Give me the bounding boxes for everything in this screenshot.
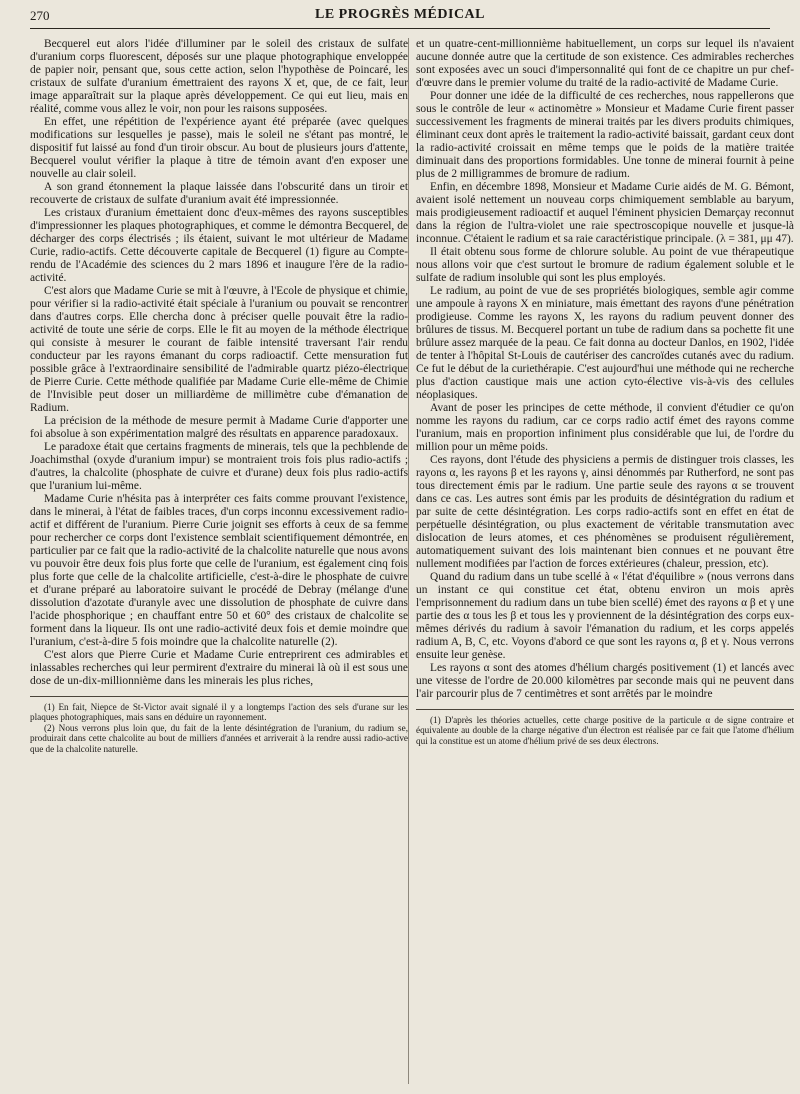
paragraph: C'est alors que Madame Curie se mit à l'œuvre, à l'Ecole de physique et chimie, pour vérifier si la radio-activité était spéciale à l'uranium ou pouvait se rencontrer dans d'autres corps. Elle chercha donc à préciser quelle pouvait être la radio-activité de toute une série de corps. Elle le fit au moyen de la méthode électrique qui consiste à mesurer le courant de faible intensité traversant l'air rendu conducteur par les rayons émanant du corps radioactif. Cette mensuration fut possible grâce à l'extraordinaire sensibilité de l'admirable quartz piézo-électrique de Pierre Curie. Cette méthode qualifiée par Madame Curie elle-même de Chimie de l'Invisible peut doser un milliardème de millimètre cube d'émanation de Radium. [30,285,408,414]
paragraph: Enfin, en décembre 1898, Monsieur et Madame Curie aidés de M. G. Bémont, avaient isolé nettement un nouveau corps chimiquement semblable au baryum, mais prodigieusement radioactif et auquel l'éminent physicien Demarçay reconnut dans la région de l'ultra-violet une raie spectroscopique nouvelle et jusque-là inconnue. C'étaient le radium et sa raie caractéristique principale. (λ = 381, μμ 47). [416,181,794,245]
footnote: (1) D'après les théories actuelles, cette charge positive de la particule α de signe contraire et équivalente au double de la charge négative d'un électron est réalisée par ce fait que l'atome d'hélium qui la constitue est un atome d'hélium privé de ses deux électrons. [416,715,794,746]
paragraph: Le radium, au point de vue de ses propriétés biologiques, semble agir comme une ampoule à rayons X en miniature, mais émettant des rayons d'une pénétration prodigieuse. Comme les rayons X, les rayons du radium peuvent donner des brûlures de tissus. M. Becquerel portant un tube de radium dans sa pochette fit une brûlure assez marquée de la peau. Ce fait donna au docteur Danlos, en 1902, l'idée de tenter à l'hôpital St-Louis de cautériser des cancroïdes cutanés avec du radium. Ce fut le début de la curiethérapie. C'est aujourd'hui une méthode qui ne recherche plus d'action caustique mais une action cyto-élective vis-à-vis des cellules néoplasiques. [416,285,794,401]
paragraph: Quand du radium dans un tube scellé à « l'état d'équilibre » (nous verrons dans un instant ce qui constitue cet état, obtenu environ un mois après l'emprisonnement du radium dans un tube bien scellé) émet des rayons α β et γ une partie des α tous les β et tous les γ proviennent de la désintégration des corps eux-mêmes dérivés du radium à savoir l'émanation du radium, et les corps appelés radium A, B, C, etc. Voyons d'abord ce que sont les rayons α, β et γ. Nous verrons ensuite leur genèse. [416,571,794,661]
paragraph: Il était obtenu sous forme de chlorure soluble. Au point de vue thérapeutique nous allons voir que c'est surtout le bromure de radium également soluble et le sulfate de radium insoluble qui sont les plus employés. [416,246,794,284]
running-title: LE PROGRÈS MÉDICAL [314,7,486,22]
paragraph: et un quatre-cent-millionnième habituellement, un corps sur lequel ils n'avaient aucune donnée autre que la certitude de son existence. Ces admirables recherches sont exposées avec un souci d'impersonnalité qui font de ce chapitre un pur chef-d'œuvre dans le premier volume du traité de la radio-activité de Madame Curie. [416,38,794,89]
paragraph: Pour donner une idée de la difficulté de ces recherches, nous rappellerons que sous le contrôle de leur « actinomètre » Monsieur et Madame Curie firent passer successivement les fragments de minerai traités par les divers produits chimiques, éliminant ceux dont après le traitement la radio-activité baissait, gardant ceux dont la radio-activité croissait en même temps que le poids de la matière traitée diminuait dans des proportions formidables. Une tonne de minerai fournit à peine plus de 2 milligrammes de bromure de radium. [416,90,794,180]
paragraph: En effet, une répétition de l'expérience ayant été préparée (avec quelques modifications sur lesquelles je passe), mais le soleil ne s'étant pas montré, le dispositif fut laissé au fond d'un tiroir obscur. Au bout de plusieurs jours d'attente, Becquerel voulut vérifier la plaque à titre de témoin avant d'en exposer une nouvelle au clair soleil. [30,116,408,180]
footnote: (2) Nous verrons plus loin que, du fait de la lente désintégration de l'uranium, du radium se, produirait dans cette chalcolite au bout de milliers d'années et arriverait à la rendre aussi radio-active que de la chalcolite naturelle. [30,722,408,754]
footnotes-left [30,696,408,754]
paragraph: La précision de la méthode de mesure permit à Madame Curie d'apporter une foi absolue à son expérimentation malgré des résultats en apparence paradoxaux. [30,415,408,440]
paragraph: Madame Curie n'hésita pas à interpréter ces faits comme prouvant l'existence, dans le minerai, à l'état de faibles traces, d'un corps inconnu excessivement radio-actif et différent de l'uranium. Pierre Curie joignit ses efforts à ceux de sa femme pour rechercher ce corps dont l'existence semblait scientifiquement démontrée, en particulier par ce fait que la radio-activité de la chalcolite naturelle que nous avons vu pouvoir être deux fois plus forte que celle de l'uranium, est également cinq fois plus forte que celle de la chalcolite artificielle, c'est-à-dire le phosphate de cuivre et d'urane préparé au laboratoire suivant le procédé de Debray (mélange d'une dissolution d'azotate d'uranyle avec une dissolution de phosphate de cuivre dans l'acide phosphorique ; en chauffant entre 50 et 60° des cristaux de chalcolite se forment dans la liqueur. Ils ont une radio-activité deux fois et demie moindre que l'uranium, c'est-à-dire 5 fois moindre que la chalcolite naturelle (2). [30,493,408,648]
paragraph: C'est alors que Pierre Curie et Madame Curie entreprirent ces admirables et inlassables recherches qui leur permirent d'extraire du minerai là où il est sous une dose de un-dix-millionnième dans les minerais les plus riches, [30,649,408,687]
paragraph: Avant de poser les principes de cette méthode, il convient d'étudier ce qu'on nomme les rayons du radium, car ce corps radio actif émet des rayons comme l'uranium, mais en proportion infiniment plus considérable que lui, de l'ordre du million pour un même poids. [416,402,794,453]
paragraph: Becquerel eut alors l'idée d'illuminer par le soleil des cristaux de sulfate d'uranium corps fluorescent, déposés sur une plaque photographique enveloppée de papier noir, pensant que, sous cette action, selon l'hypothèse de Poincaré, les cristaux de sulfate d'uranium émettraient des rayons X et, que, de ce fait, leur image apparaîtrait sur la plaque après développement. Ce qui eut lieu, mais en réalité, comme vous allez le voir, non pour les raisons supposées. [30,38,408,115]
paragraph: Le paradoxe était que certains fragments de minerais, tels que la pechblende de Joachimsthal (oxyde d'uranium impur) se montraient trois fois plus radio-actifs ; d'autres, la chalcolite (phosphate de cuivre et d'urane) deux fois plus radio-actifs que l'uranium lui-même. [30,441,408,492]
paragraph: A son grand étonnement la plaque laissée dans l'obscurité dans un tiroir et recouverte de cristaux de sulfate d'uranium avait été impressionnée. [30,181,408,206]
footnotes-right [416,709,794,746]
paragraph: Les rayons α sont des atomes d'hélium chargés positivement (1) et lancés avec une vitesse de l'ordre de 20.000 kilomètres par seconde mais qui ne peuvent dans l'air parcourir plus de 7 centimètres et sont arrêtés par le moindre [416,662,794,700]
column-divider [408,38,409,1084]
page-number: 270 [30,8,50,23]
paragraph: Les cristaux d'uranium émettaient donc d'eux-mêmes des rayons susceptibles d'impressionner les plaques photographiques, et comme le démontra Becquerel, de décharger des corps électrisés ; ils étaient, suivant le mot ultérieur de Madame Curie, radio-actifs. Cette découverte capitale de Becquerel (1) figure au Compte-rendu de l'Académie des sciences du 2 mars 1896 et inaugure l'ère de la radio-activité. [30,207,408,284]
page-header [30,6,770,29]
paragraph: Ces rayons, dont l'étude des physiciens a permis de distinguer trois classes, les rayons α, les rayons β et les rayons γ, ainsi dénommés par Rutherford, ne sont pas tous directement émis par le radium. Une partie seule des rayons α se trouvent dans ce cas. Les autres sont émis par les produits de désintégration du radium et par suite de cette désintégration. Les corps radio-actifs sont en effet en état de perpétuelle désintégration, ou plus exactement de véritable transmutation avec dislocation de leurs atomes, et ces phénomènes se produisent régulièrement, automatiquement suivant des lois maintenant bien connues et ne pouvant être nullement modifiées par l'action de forces extérieures (chaleur, pression, etc). [416,454,794,570]
right-column [416,38,794,1088]
footnote: (1) En fait, Niepce de St-Victor avait signalé il y a longtemps l'action des sels d'urane sur les plaques photographiques, mais sans en déduire un rayonnement. [30,702,408,723]
left-column [30,38,408,1088]
